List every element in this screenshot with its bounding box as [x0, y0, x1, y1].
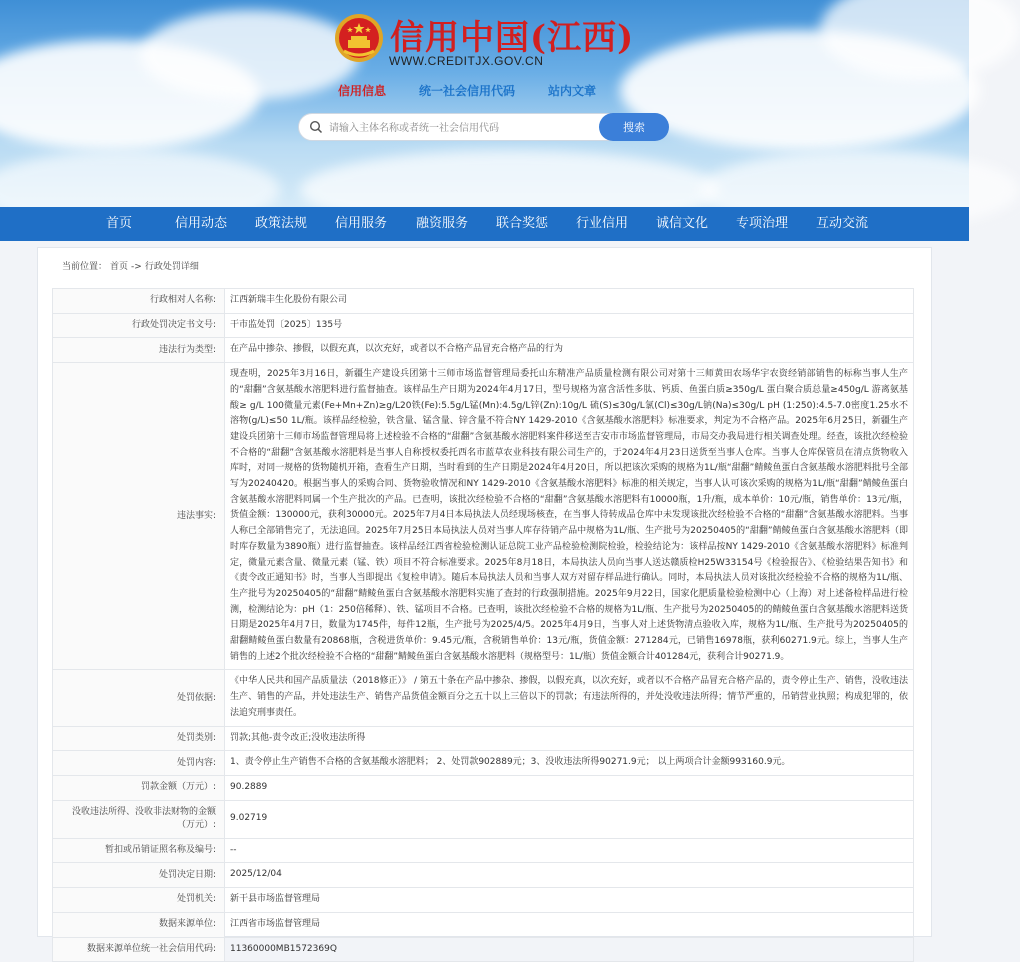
search-tab-credit-info[interactable]: 信用信息: [338, 84, 387, 98]
field-value: 罚款;其他-责令改正;没收违法所得: [225, 726, 914, 751]
field-label: 行政相对人名称:: [53, 289, 225, 314]
field-value: 9.02719: [225, 800, 914, 838]
table-row: [53, 912, 914, 937]
nav-item-service[interactable]: 信用服务: [335, 216, 388, 231]
search-tab-credit-code[interactable]: 统一社会信用代码: [419, 84, 516, 98]
site-header: [0, 0, 969, 207]
cloud-decoration: [140, 10, 360, 100]
table-row: [53, 775, 914, 800]
search-button[interactable]: 搜索: [599, 113, 669, 141]
table-row: [53, 289, 914, 314]
field-value: 江西新瑞丰生化股份有限公司: [225, 289, 914, 314]
breadcrumb-current: 行政处罚详细: [144, 262, 199, 272]
field-label: 处罚依据:: [53, 670, 225, 726]
national-emblem-icon[interactable]: [334, 13, 384, 63]
table-row: [53, 338, 914, 363]
field-value: 2025/12/04: [225, 863, 914, 888]
nav-item-news[interactable]: 信用动态: [175, 216, 228, 231]
table-row: [53, 670, 914, 726]
site-url: WWW.CREDITJX.GOV.CN: [389, 54, 544, 68]
breadcrumb: [62, 259, 202, 272]
detail-panel: [37, 247, 932, 954]
table-row: [53, 313, 914, 338]
search-tab-articles[interactable]: 站内文章: [548, 84, 597, 98]
field-label: 暂扣或吊销证照名称及编号:: [53, 838, 225, 863]
field-label: 违法行为类型:: [53, 338, 225, 363]
field-value: 现查明，2025年3月16日，新疆生产建设兵团第十三师市场监督管理局委托山东精准产品质量检测有限公司对第十三师黄田农场华宇农资经销部销售的标称当事人生产的“甜翻”含氨基酸水溶肥料进行监督抽查。该样品生产日期为2024年4月17日，型号规格为富含活性多肽、钙质、鱼蛋白质≥350g/L 蛋白聚合质总量≥450g/L 游离氨基酸≥ g/L 100微量元素(Fe+Mn+Zn)≥g/L20铁(Fe):5.5g/L锰(Mn):4.5g/L锌(Zn):10g/L 硫(S)≤30g/L氯(Cl)≤30g/L钠(Na)≤30g/L pH (1:250):4.5-7.0密度1.25水不溶物(g/L)≤50 1L/瓶。该样品经检验，铁含量、锰含量、锌含量不符合NY 1429-2010《含氨基酸水溶肥料》标准要求，判定为不合格产品。2025年6月25日，新疆生产建设兵团第十三师市场监督管理局将上述检验不合格的“甜翻”含氨基酸水溶肥料案件移送至吉安市市场监督管理局，市局交办我局进行相关调查处理。经查，该批次经检验不合格的“甜翻”含氨基酸水溶肥料是当事人自称授权委托西名市蓝草农业科技有限公司生产的，于2024年4月23日送货至当事人仓库。当事人仓库保管员在清点货物收入库时，对同一规格的货物随机开箱，查看生产日期，当时看到的生产日期是2024年4月20日，所以把该次采购的规格为1L/瓶“甜翻”鲭鲮鱼蛋白含氨基酸水溶肥料批号全部写为20240420。根据当事人的采购合同、货物验收情况和NY 1429-2010《含氨基酸水溶肥料》标准的相关规定，当事人认可该次采购的规格为1L/瓶“甜翻”鲭鲮鱼蛋白含氨基酸水溶肥料同属一个生产批次的产品。已查明，该批次经检验不合格的“甜翻”含氨基酸水溶肥料有10000瓶，1升/瓶，成本单价：10元/瓶，销售单价：13元/瓶，货值金额：130000元，获利30000元。2025年7月4日本局执法人员经现场核查，在当事人待转成品仓库中未发现该批次经检验不合格的“甜翻”含氨基酸水溶肥料。当事人称已全部销售完了，无法追回。2025年7月25日本局执法人员对当事人库存待销产品中规格为1L/瓶、生产批号为20250405的“甜翻”鲭鲮鱼蛋白含氨基酸水溶肥料（即时库存数量为3890瓶）进行监督抽查。该样品经江西省检验检测认证总院工业产品检验检测院检验，检验结论为：该样品按NY 1429-2010《含氨基酸水溶肥料》标准判定，微量元素含量、微量元素（锰、铁）项目不符合标准要求。2025年8月18日，本局执法人员向当事人送达赣质检H25W33154号《检验报告》、《检验结果告知书》和《责令改正通知书》时，当事人当即提出《复检申请》。随后本局执法人员和当事人双方对留存样品进行确认。同时，本局执法人员对该批次经检验不合格的规格为1L/瓶、生产批号为20250405的“甜翻”鲭鲮鱼蛋白含氨基酸水溶肥料实施了查封的行政强制措施。2025年9月22日，国家化肥质量检验检测中心（上海）对上述备检样品进行检测，检测结论为：pH（1：250倍稀释）、铁、锰项目不合格。已查明，该批次经检验不合格的规格为1L/瓶、生产批号为20250405的的鲭鲮鱼蛋白含氨基酸水溶肥料送货日期是2025年4月7日，数量为1745件，每件12瓶，生产批号为2025/4/5。2025年4月9日，当事人对上述货物清点验收入库，规格为1L/瓶、生产批号为20250405的甜翻鲭鲮鱼蛋白数量有20868瓶，含税进货单价：9.45元/瓶，含税销售单价：13元/瓶，货值金额：271284元，已销售16978瓶，获利60271.9元。综上，当事人生产销售的上述2个批次经检验不合格的“甜翻”鲭鲮鱼蛋白含氨基酸水溶肥料（规格型号：1L/瓶）货值金额合计401284元，获利合计90271.9。: [225, 363, 914, 670]
field-label: 罚款金额（万元）:: [53, 775, 225, 800]
field-value: 1、责令停止生产销售不合格的含氨基酸水溶肥料； 2、处罚款902889元；3、没收违法所得90271.9元； 以上两项合计金额993160.9元。: [225, 751, 914, 776]
nav-item-governance[interactable]: 专项治理: [736, 216, 789, 231]
nav-item-interaction[interactable]: 互动交流: [816, 216, 869, 231]
field-value: 11360000MB1572369Q: [225, 937, 914, 962]
table-row: [53, 751, 914, 776]
site-title[interactable]: 信用中国(江西): [390, 18, 635, 58]
field-label: 违法事实:: [53, 363, 225, 670]
search-icon: [309, 120, 323, 134]
field-label: 处罚决定日期:: [53, 863, 225, 888]
nav-item-culture[interactable]: 诚信文化: [656, 216, 709, 231]
penalty-detail-table: [52, 288, 914, 962]
table-row: [53, 800, 914, 838]
table-row: [53, 863, 914, 888]
field-value: 新干县市场监督管理局: [225, 888, 914, 913]
field-label: 没收违法所得、没收非法财物的金额（万元）:: [53, 800, 225, 838]
field-value: 干市监处罚〔2025〕135号: [225, 313, 914, 338]
breadcrumb-home[interactable]: 首页: [110, 262, 129, 272]
search-box: [298, 113, 668, 141]
field-label: 处罚机关:: [53, 888, 225, 913]
field-label: 处罚类别:: [53, 726, 225, 751]
table-row: [53, 888, 914, 913]
field-label: 数据来源单位统一社会信用代码:: [53, 937, 225, 962]
table-row: [53, 363, 914, 670]
nav-item-home[interactable]: 首页: [106, 216, 133, 231]
field-label: 行政处罚决定书文号:: [53, 313, 225, 338]
search-input[interactable]: [329, 118, 594, 138]
field-label: 处罚内容:: [53, 751, 225, 776]
field-value: --: [225, 838, 914, 863]
field-value: 《中华人民共和国产品质量法（2018修正）》 / 第五十条在产品中掺杂、掺假，以假充真，以次充好，或者以不合格产品冒充合格产品的，责令停止生产、销售，没收违法生产、销售的产品，并处违法生产、销售产品货值金额百分之五十以上三倍以下的罚款；有违法所得的，并处没收违法所得；情节严重的，吊销营业执照；构成犯罪的，依法追究刑事责任。: [225, 670, 914, 726]
table-row: [53, 838, 914, 863]
nav-item-policy[interactable]: 政策法规: [255, 216, 308, 231]
breadcrumb-separator: ->: [131, 262, 142, 272]
table-row: [53, 726, 914, 751]
nav-item-rewards[interactable]: 联合奖惩: [496, 216, 549, 231]
main-nav: [0, 207, 969, 241]
nav-item-finance[interactable]: 融资服务: [416, 216, 469, 231]
field-value: 江西省市场监督管理局: [225, 912, 914, 937]
nav-item-industry[interactable]: 行业信用: [576, 216, 629, 231]
table-row: [53, 937, 914, 962]
field-value: 在产品中掺杂、掺假，以假充真，以次充好，或者以不合格产品冒充合格产品的行为: [225, 338, 914, 363]
search-tabs: [338, 82, 596, 99]
field-value: 90.2889: [225, 775, 914, 800]
field-label: 数据来源单位:: [53, 912, 225, 937]
breadcrumb-label: 当前位置：: [62, 262, 108, 272]
